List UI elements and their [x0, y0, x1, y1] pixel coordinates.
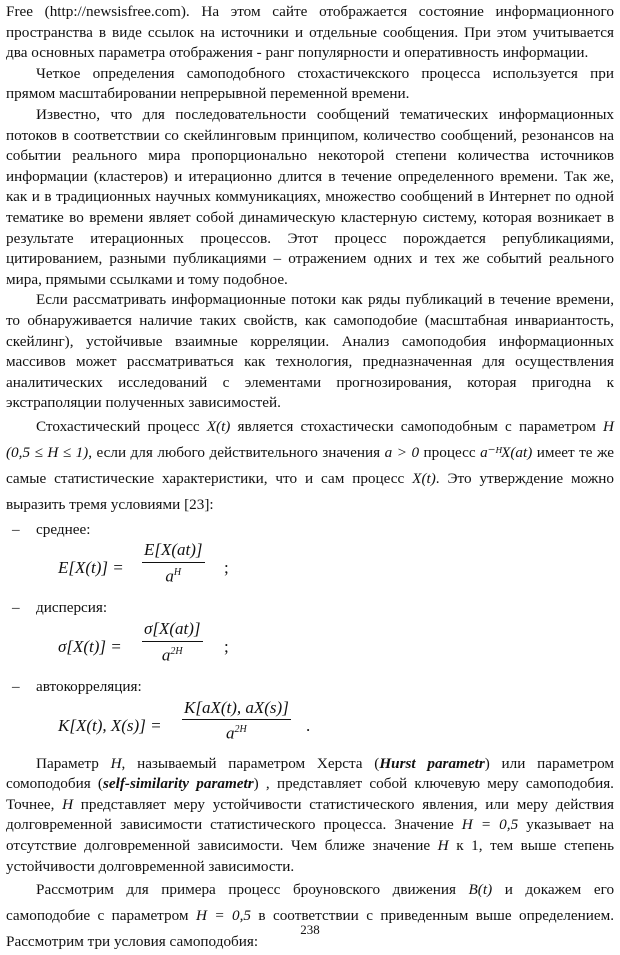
formula-autocorrelation — [58, 698, 614, 754]
brownian-text-b: и докажем его самоподобие с параметром — [6, 881, 615, 925]
self-similarity-term: self-similarity parametr — [102, 775, 254, 793]
dash-mark: – — [12, 520, 20, 538]
formula-acf-fraction — [182, 698, 291, 745]
hurst-text-f: указывает на отсутствие долговременной зависимости. Чем ближе значение — [6, 816, 615, 855]
paragraph-hurst — [6, 754, 614, 878]
formula-acf-punct: . — [306, 715, 311, 735]
definition-text-b: является стохастически самоподобным с параметром — [237, 417, 596, 435]
brownian-text-a: Рассмотрим для примера процесс броуновского движения — [36, 881, 456, 899]
formula-variance-lhs: σ[X(t)] = — [58, 637, 122, 657]
formula-variance-denominator: $a^{2H}$ — [161, 645, 183, 665]
list-item-mean — [6, 520, 614, 541]
hurst-text-d: ) , представляет собой ключевую меру самоподобия. Точнее, — [6, 775, 614, 813]
variance-label: дисперсия: — [36, 599, 108, 617]
paragraph-2: Четкое определения самоподобного стохастичекского процесса используется при прямом масштабировании непрерывной переменной времени. — [6, 64, 614, 103]
formula-variance-numerator: σ[X(at)] — [144, 619, 201, 639]
hurst-text-c: ) или параметром сомоподобия ( — [6, 754, 614, 793]
hurst-text-g: к 1, тем выше степень устойчивости долговременной зависимости. — [6, 837, 615, 875]
list-item-autocorrelation — [6, 677, 614, 698]
formula-acf-lhs: K[X(t), X(s)] = — [58, 715, 162, 735]
formula-mean — [58, 540, 614, 596]
math-h-range: (0,5 ≤ H ≤ 1) — [6, 443, 89, 461]
paragraph-brownian — [6, 877, 614, 955]
definition-text-a: Стохастический процесс — [36, 417, 200, 435]
page-number: 238 — [300, 922, 320, 937]
math-a-minus-h-x: a⁻ᴴX(at) — [480, 443, 533, 461]
paragraph-4: Если рассматривать информационные потоки как ряды публикаций в течение времени, то обнаруживается наличие таких свойств, как самоподобие (масштабная инвариантость, скейлинг), устойчивые взаимные корреляции. Анализ самоподобия информационных массивов может рассматриваться как технология, предназначенная для осуществления аналитических исследований с элементами прогнозирования, которая пригодна к экстраполяции полученных зависимостей. — [6, 291, 614, 412]
brownian-text-c: в соответствии с приведенным выше определением. Рассмотрим три условия самоподобия: — [6, 907, 615, 951]
math-bt: B(t) — [468, 881, 493, 899]
math-xt-2: X(t) — [412, 469, 436, 487]
math-h: H — [603, 417, 614, 435]
math-h-eq-05: H = 0,5 — [461, 816, 519, 834]
list-item-variance — [6, 598, 614, 619]
formula-variance-punct: ; — [224, 637, 229, 657]
math-h-2: H — [110, 754, 122, 772]
formula-mean-lhs: E[X(t)] = — [58, 558, 124, 578]
paragraph-1: Free (http://newsisfree.com). На этом сайте отображается состояние информационного пространства в виде ссылок на источники и отдельные сообщения. При этом учитывается два основных параметра отображения - ранг популярности и оперативность информации. — [6, 3, 614, 62]
formula-mean-denominator: $a^H$ — [165, 566, 182, 586]
definition-text-c: , если для любого действительного значения — [88, 443, 381, 461]
hurst-text-e: представляет меру устойчивости статистического явления, или меру действия долговременной зависимости статистического процесса. Значение — [6, 795, 615, 834]
definition-text-d: процесс — [423, 443, 476, 461]
formula-mean-punct: ; — [224, 558, 229, 578]
autocorrelation-label: автокорреляция: — [36, 678, 142, 696]
paragraph-3: Известно, что для последовательности сообщений тематических информационных потоков в соответствии со скейлинговым принципом, количество сообщений, резонансов на событии реального мира пропорционально некоторой степени количества источников информации (кластеров) и итерационно длится в течение определенного времени. Так же, как и в традиционных научных коммуникациях, множество сообщений в Интернет по одной тематике во времени являет собой динамическую кластерную систему, которая возникает в результате итерационных процессов. Этот процесс порождается републикациями, цитированием, разными публикациями – отражением одних и тех же событий реального мира, прямыми ссылками и тому подобное. — [6, 105, 614, 288]
mean-label: среднее: — [36, 520, 91, 538]
paragraph-definition — [6, 414, 614, 518]
formula-mean-fraction — [142, 540, 205, 587]
formula-mean-numerator: E[X(at)] — [144, 540, 203, 560]
hurst-text-b: , называемый параметром Херста ( — [121, 754, 380, 772]
math-xt: X(t) — [206, 417, 231, 435]
hurst-text-a: Параметр — [36, 754, 99, 772]
definition-text-e: имеет те же самые статистические характеристики, что и сам процесс — [6, 443, 615, 487]
hurst-term: Hurst parametr — [379, 754, 485, 772]
math-h-4: H — [437, 837, 449, 855]
formula-acf-denominator: $a^{2H}$ — [226, 723, 247, 743]
dash-mark: – — [12, 678, 20, 696]
math-h-3: H — [62, 795, 74, 813]
math-a-gt-0: a > 0 — [384, 443, 420, 461]
formula-variance-fraction — [142, 619, 203, 666]
math-h-eq-05-2: H = 0,5 — [195, 907, 251, 925]
formula-acf-numerator: K[aX(t), aX(s)] — [184, 697, 289, 717]
definition-text-f: . Это утверждение можно выразить тремя условиями [23]: — [6, 469, 615, 513]
formula-variance — [58, 619, 614, 675]
dash-mark: – — [12, 599, 20, 617]
document-page — [6, 2, 614, 955]
